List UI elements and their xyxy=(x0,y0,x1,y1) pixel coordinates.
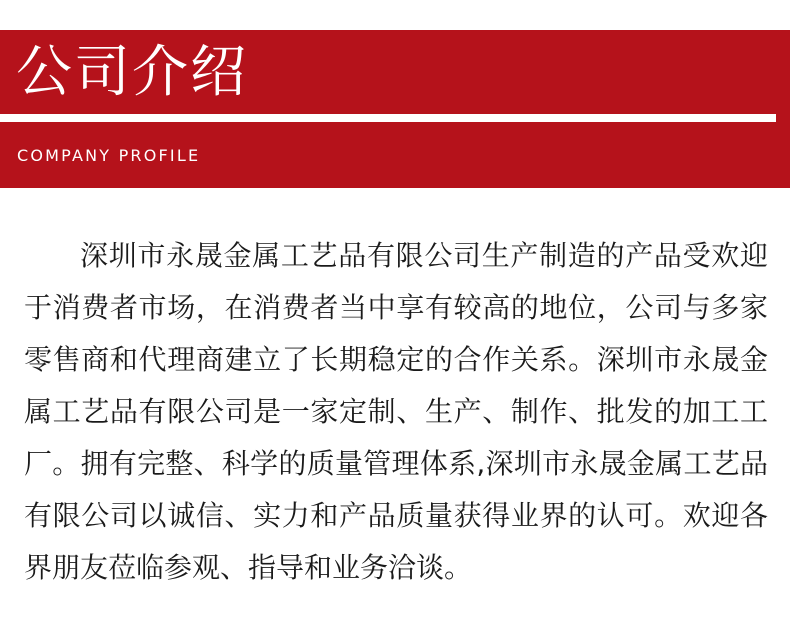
page-title: 公司介绍 xyxy=(16,40,248,105)
company-intro-paragraph: 深圳市永晟金属工艺品有限公司生产制造的产品受欢迎于消费者市场，在消费者当中享有较高的地位，公司与多家零售商和代理商建立了长期稳定的合作关系。深圳市永晟金属工艺品有限公司是一家定制、生产、制作、批发的加工工厂。拥有完整、科学的质量管理体系,深圳市永晟金属工艺品有限公司以诚信、实力和产品质量获得业界的认可。欢迎各界朋友莅临参观、指导和业务洽谈。 xyxy=(24,239,768,584)
title-divider xyxy=(0,114,776,122)
page-subtitle: COMPANY PROFILE xyxy=(17,146,201,165)
header-banner xyxy=(0,30,790,188)
